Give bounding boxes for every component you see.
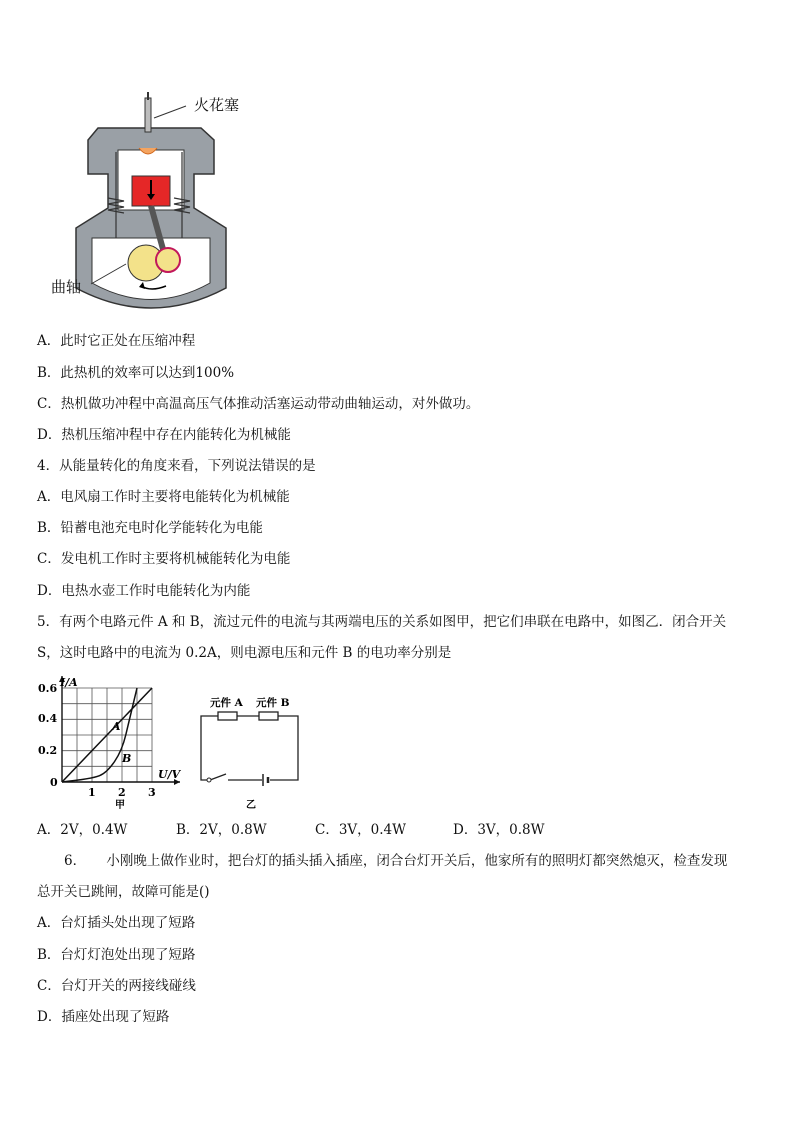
q4-option-d: D．电热水壶工作时电能转化为内能 xyxy=(37,583,251,599)
crankshaft-label: 曲轴 xyxy=(51,278,82,296)
y-tick-0: 0 xyxy=(50,776,58,789)
q5-option-c: C．3V，0.4W xyxy=(315,822,407,838)
x-tick-1: 1 xyxy=(88,786,96,799)
q4-option-c: C．发电机工作时主要将机械能转化为电能 xyxy=(37,551,291,567)
y-tick-0-4: 0.4 xyxy=(38,712,58,725)
circuit-caption: 乙 xyxy=(246,800,256,811)
x-axis-label: U/V xyxy=(158,768,181,781)
x-tick-3: 3 xyxy=(148,786,156,799)
x-tick-2: 2 xyxy=(118,786,126,799)
q6-option-c: C．台灯开关的两接线碰线 xyxy=(37,978,196,994)
element-b-label: 元件 B xyxy=(256,697,290,709)
q5-option-b: B．2V，0.8W xyxy=(176,822,267,838)
q5-option-d: D．3V，0.8W xyxy=(453,822,545,838)
q5-option-a: A．2V，0.4W xyxy=(37,822,128,838)
q6-option-b: B．台灯灯泡处出现了短路 xyxy=(37,947,196,963)
q3-option-b: B．此热机的效率可以达到100% xyxy=(37,365,235,381)
circuit-svg xyxy=(196,692,306,812)
q3-option-d: D．热机压缩冲程中存在内能转化为机械能 xyxy=(37,427,291,443)
q6-stem-line1: 6． 小刚晚上做作业时，把台灯的插头插入插座，闭合台灯开关后，他家所有的照明灯都突然熄灭，检查发现 xyxy=(64,853,728,869)
y-tick-0-2: 0.2 xyxy=(38,744,58,757)
curve-b-label: B xyxy=(122,752,132,765)
wire-right xyxy=(270,716,298,780)
spark-plug-label: 火花塞 xyxy=(194,96,240,114)
q4-option-b: B．铅蓄电池充电时化学能转化为电能 xyxy=(37,520,263,536)
q4-stem: 4．从能量转化的角度来看，下列说法错误的是 xyxy=(37,458,316,474)
element-a xyxy=(218,712,237,720)
spark-plug xyxy=(145,98,151,132)
q3-option-c: C．热机做功冲程中高温高压气体推动活塞运动带动曲轴运动，对外做功。 xyxy=(37,396,480,412)
q3-option-a: A．此时它正处在压缩冲程 xyxy=(37,333,196,349)
y-tick-0-6: 0.6 xyxy=(38,682,58,695)
switch xyxy=(210,774,226,780)
wire-left xyxy=(201,716,218,780)
iu-graph xyxy=(30,672,190,812)
iu-graph-svg xyxy=(30,672,190,812)
y-axis-label: I/A xyxy=(60,676,78,689)
engine-figure xyxy=(46,88,256,318)
graph-caption: 甲 xyxy=(115,800,125,811)
q6-option-d: D．插座处出现了短路 xyxy=(37,1009,170,1025)
q6-option-a: A．台灯插头处出现了短路 xyxy=(37,915,196,931)
q4-option-a: A．电风扇工作时主要将电能转化为机械能 xyxy=(37,489,290,505)
element-b xyxy=(259,712,278,720)
curve-a-label: A xyxy=(112,720,121,733)
q5-stem-line1: 5．有两个电路元件 A 和 B，流过元件的电流与其两端电压的关系如图甲，把它们串联在电路中，如图乙．闭合开关 xyxy=(37,614,727,630)
q6-stem-line2: 总开关已跳闸，故障可能是() xyxy=(37,884,210,900)
switch-contact xyxy=(207,778,211,782)
circuit-diagram xyxy=(196,692,306,812)
q5-stem-line2: S，这时电路中的电流为 0.2A，则电源电压和元件 B 的电功率分别是 xyxy=(37,645,452,661)
element-a-label: 元件 A xyxy=(210,697,243,709)
